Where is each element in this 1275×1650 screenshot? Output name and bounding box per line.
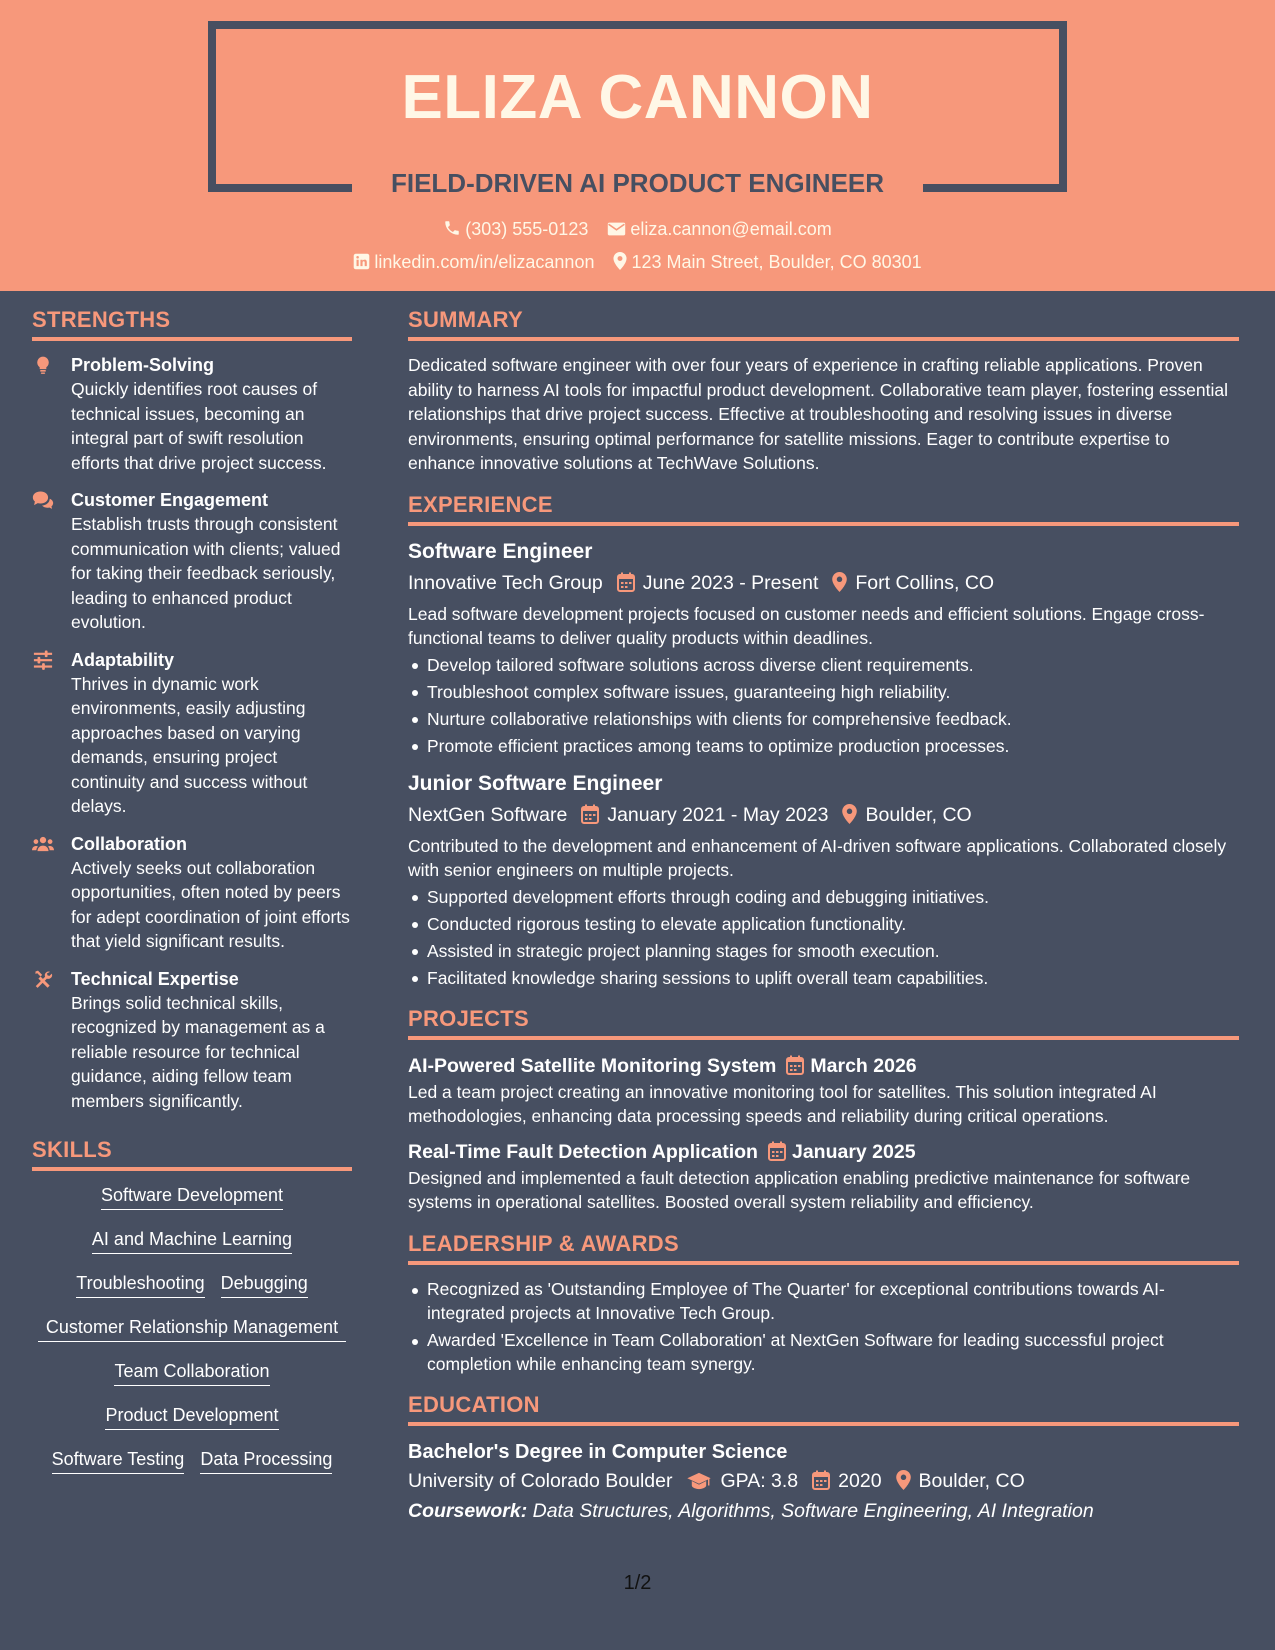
name-frame-bottom-right — [923, 184, 1067, 192]
strengths-title: STRENGTHS — [32, 307, 352, 341]
lightbulb-icon — [32, 355, 54, 375]
skill-tag: Product Development — [105, 1403, 278, 1430]
job-desc: Contributed to the development and enhancement of AI-driven software applications. Collaborated closely with senior engineers on multiple projects. — [408, 835, 1227, 880]
job-meta — [408, 569, 1239, 597]
skills-list — [32, 1183, 352, 1474]
coursework — [408, 1497, 1239, 1525]
gpa-text: GPA: 3.8 — [720, 1469, 799, 1492]
project-header — [408, 1138, 1239, 1166]
job-entry — [408, 538, 1239, 760]
contact-phone[interactable] — [443, 219, 588, 240]
projects-title: PROJECTS — [408, 1006, 1239, 1040]
calendar-icon — [768, 1141, 786, 1161]
strength-title: Problem-Solving — [71, 355, 215, 375]
linkedin-icon — [353, 253, 370, 270]
chat-bubbles-icon — [32, 490, 54, 510]
project-entry — [408, 1052, 1239, 1129]
job-dates: June 2023 - Present — [642, 571, 819, 594]
calendar-icon — [617, 572, 635, 592]
job-title: Software Engineer — [408, 539, 593, 563]
phone-icon — [443, 219, 461, 237]
email-text: eliza.cannon@email.com — [630, 219, 832, 239]
job-dates: January 2021 - May 2023 — [607, 803, 829, 826]
job-bullet: Nurture collaborative relationships with clients for comprehensive feedback. — [408, 706, 1239, 733]
contact-address — [613, 252, 921, 273]
strength-title: Collaboration — [71, 833, 187, 854]
strength-item — [32, 832, 352, 954]
contact-linkedin[interactable] — [353, 252, 594, 273]
job-bullet: Assisted in strategic project planning stages for smooth execution. — [408, 938, 1239, 965]
awards-list — [408, 1277, 1239, 1376]
job-bullet: Develop tailored software solutions across diverse client requirements. — [408, 652, 1239, 679]
summary-title: SUMMARY — [408, 307, 1239, 341]
strength-title: Adaptability — [71, 649, 175, 670]
skill-tag: Customer Relationship Management — [38, 1315, 346, 1342]
skill-tag: Software Testing — [52, 1447, 185, 1474]
job-bullets — [408, 884, 1239, 992]
job-bullet: Troubleshoot complex software issues, guaranteeing high reliability. — [408, 679, 1239, 706]
skill-tag: Software Development — [101, 1183, 283, 1210]
award-item: Awarded 'Excellence in Team Collaboration' at NextGen Software for leading successful project completion while enhancing team synergy. — [408, 1328, 1239, 1376]
right-column — [408, 307, 1239, 1525]
skill-tag: AI and Machine Learning — [92, 1227, 292, 1254]
education-title: EDUCATION — [408, 1392, 1239, 1426]
coursework-text: Data Structures, Algorithms, Software Engineering, AI Integration — [532, 1499, 1094, 1522]
project-header — [408, 1052, 1239, 1080]
strength-item — [32, 488, 352, 635]
skill-tag: Team Collaboration — [114, 1359, 269, 1386]
job-bullet: Conducted rigorous testing to elevate application functionality. — [408, 911, 1239, 938]
map-pin-icon — [842, 804, 857, 824]
left-column — [32, 307, 352, 1491]
job-company: NextGen Software — [408, 803, 568, 826]
contact-row-1 — [0, 219, 1275, 240]
linkedin-text: linkedin.com/in/elizacannon — [374, 252, 595, 272]
skill-tag: Data Processing — [200, 1447, 332, 1474]
job-bullets — [408, 652, 1239, 760]
name-frame-bottom-left — [208, 184, 352, 192]
skills-title: SKILLS — [32, 1137, 352, 1171]
tools-icon — [32, 969, 54, 989]
project-title: Real-Time Fault Detection Application — [408, 1140, 758, 1163]
project-desc: Led a team project creating an innovative monitoring tool for satellites. This solution integrated AI methodologies, enhancing data processing speeds and reliability during critical operations. — [408, 1081, 1157, 1126]
strength-title: Technical Expertise — [71, 968, 239, 989]
strength-desc: Establish trusts through consistent communication with clients; valued for taking their feedback seriously, leading to enhanced product evolution. — [71, 514, 341, 632]
school-name: University of Colorado Boulder — [408, 1469, 673, 1492]
job-location: Fort Collins, CO — [855, 571, 995, 594]
summary-text: Dedicated software engineer with over four years of experience in crafting reliable applications. Proven ability to harness AI tools for impactful product development. Collaborative team player, fostering essential relationships that drive project success. Effective at troubleshooting and resolving issues in diverse environments, ensuring optimal performance for satellite missions. Eager to contribute expertise to enhance innovative solutions at TechWave Solutions. — [408, 355, 1229, 473]
skill-tag: Debugging — [221, 1271, 308, 1298]
calendar-icon — [786, 1055, 804, 1075]
job-company: Innovative Tech Group — [408, 571, 603, 594]
strength-item — [32, 648, 352, 819]
envelope-icon — [607, 221, 626, 237]
coursework-label: Coursework: — [408, 1499, 528, 1522]
calendar-icon — [581, 804, 599, 824]
project-title: AI-Powered Satellite Monitoring System — [408, 1054, 777, 1077]
project-entry — [408, 1138, 1239, 1215]
strength-desc: Brings solid technical skills, recognized by management as a reliable resource for technical guidance, aiding fellow team members significantly. — [71, 992, 325, 1111]
users-icon — [32, 834, 54, 854]
contact-row-2 — [0, 252, 1275, 273]
contact-email[interactable] — [607, 219, 831, 240]
calendar-icon — [812, 1470, 830, 1490]
job-bullet: Facilitated knowledge sharing sessions to uplift overall team capabilities. — [408, 965, 1239, 992]
job-location: Boulder, CO — [865, 803, 972, 826]
header-band — [0, 0, 1275, 291]
strength-desc: Thrives in dynamic work environments, easily adjusting approaches based on varying demands, ensuring project continuity and success without delays. — [71, 673, 308, 816]
awards-title: LEADERSHIP & AWARDS — [408, 1231, 1239, 1265]
project-desc: Designed and implemented a fault detection application enabling predictive maintenance for software systems in operational satellites. Boosted overall system reliability and efficiency. — [408, 1167, 1191, 1212]
strength-item — [32, 967, 352, 1114]
strength-desc: Actively seeks out collaboration opportunities, often noted by peers for adept coordination of joint efforts that yield significant results. — [71, 857, 350, 951]
candidate-name: ELIZA CANNON — [401, 63, 874, 132]
job-bullet: Supported development efforts through coding and debugging initiatives. — [408, 884, 1239, 911]
job-title: Junior Software Engineer — [408, 771, 663, 795]
candidate-tagline: FIELD-DRIVEN AI PRODUCT ENGINEER — [390, 168, 885, 198]
page-number: 1/2 — [623, 1572, 652, 1594]
map-pin-icon — [832, 572, 847, 592]
school-location: Boulder, CO — [918, 1469, 1025, 1492]
education-meta — [408, 1467, 1239, 1495]
award-item: Recognized as 'Outstanding Employee of The Quarter' for exceptional contributions towards AI-integrated projects at Innovative Tech Group. — [408, 1277, 1239, 1325]
job-entry — [408, 770, 1239, 992]
phone-text: (303) 555-0123 — [465, 219, 589, 239]
project-date: March 2026 — [810, 1054, 917, 1077]
degree-title: Bachelor's Degree in Computer Science — [408, 1440, 788, 1463]
graduation-cap-icon — [686, 1472, 712, 1490]
address-text: 123 Main Street, Boulder, CO 80301 — [631, 252, 922, 272]
skill-tag: Troubleshooting — [76, 1271, 204, 1298]
project-date: January 2025 — [791, 1140, 916, 1163]
job-bullet: Promote efficient practices among teams to optimize production processes. — [408, 733, 1239, 760]
strength-desc: Quickly identifies root causes of technical issues, becoming an integral part of swift resolution efforts that drive project success. — [71, 379, 327, 473]
experience-title: EXPERIENCE — [408, 492, 1239, 526]
strength-title: Customer Engagement — [71, 490, 269, 510]
map-pin-icon — [613, 252, 627, 270]
graduation-year: 2020 — [838, 1469, 882, 1492]
job-meta — [408, 801, 1239, 829]
job-desc: Lead software development projects focused on customer needs and efficient solutions. Engage cross-functional teams to deliver quality products within deadlines. — [408, 603, 1205, 648]
strength-item — [32, 353, 352, 475]
map-pin-icon — [896, 1470, 911, 1490]
sliders-icon — [32, 650, 54, 670]
